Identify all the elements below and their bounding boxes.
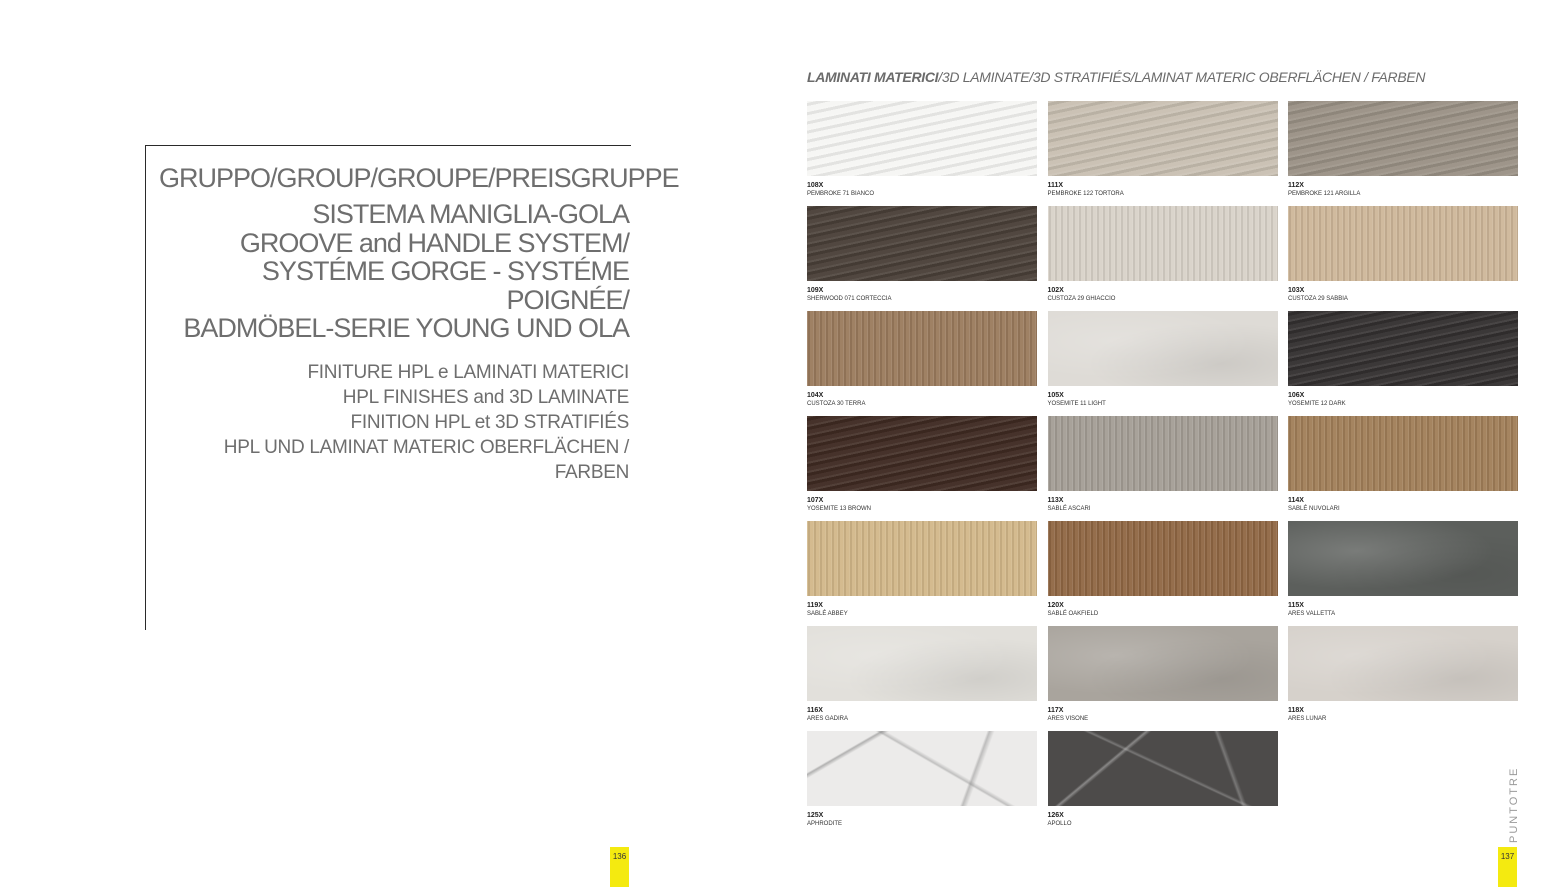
swatch-chip: [1048, 731, 1278, 806]
swatch-item: [1048, 101, 1278, 206]
swatch-item: [1048, 521, 1278, 626]
group-title: GRUPPO/GROUP/GROUPE/PREISGRUPPE: [159, 163, 679, 193]
page-number-left: 136: [610, 847, 629, 887]
swatch-item: [1288, 311, 1518, 416]
swatch-item: [1288, 101, 1518, 206]
swatch-item: [1288, 521, 1518, 626]
swatch-code: 113X: [1047, 497, 1064, 504]
swatch-name: YOSEMITE 11 LIGHT: [1047, 401, 1106, 407]
swatch-name: APOLLO: [1047, 821, 1072, 827]
swatch-chip: [1288, 521, 1518, 596]
swatch-code: 102X: [1047, 287, 1064, 294]
swatch-chip: [1048, 416, 1278, 491]
swatch-item: [807, 311, 1037, 416]
swatch-name: SABLÉ OAKFIELD: [1047, 611, 1099, 617]
swatch-code: 111X: [1047, 182, 1064, 189]
swatch-chip: [1048, 521, 1278, 596]
swatch-item: [807, 416, 1037, 521]
swatch-chip: [1288, 101, 1518, 176]
swatch-name: ARES GADIRA: [807, 716, 849, 722]
swatch-chip: [1048, 311, 1278, 386]
swatch-item: [1288, 416, 1518, 521]
swatch-name: CUSTOZA 29 GHIACCIO: [1047, 296, 1116, 302]
section-heading-bold: LAMINATI MATERICI: [807, 69, 939, 85]
swatch-code: 105X: [1047, 392, 1064, 399]
swatch-name: PEMBROKE 121 ARGILLA: [1288, 191, 1361, 197]
swatch-name: SABLÉ ABBEY: [807, 611, 848, 617]
swatch-code: 115X: [1288, 602, 1304, 609]
swatch-item: [1048, 311, 1278, 416]
swatch-chip: [807, 731, 1037, 806]
section-heading: [807, 69, 1425, 85]
swatch-name: CUSTOZA 29 SABBIA: [1288, 296, 1348, 302]
system-title-line-2: GROOVE and HANDLE SYSTEM/: [239, 227, 629, 258]
swatch-code: 107X: [807, 497, 824, 504]
swatch-code: 106X: [1288, 392, 1305, 399]
swatch-code: 114X: [1288, 497, 1304, 504]
brand-name: PUNTOTRE: [1508, 766, 1520, 843]
swatch-chip: [807, 416, 1037, 491]
swatch-code: 117X: [1047, 707, 1064, 714]
swatch-code: 126X: [1047, 812, 1064, 819]
finish-line-2: HPL FINISHES and 3D LAMINATE: [342, 387, 629, 408]
system-title-line-4: BADMÖBEL-SERIE YOUNG UND OLA: [183, 313, 629, 343]
swatch-chip: [1288, 311, 1518, 386]
finish-line-4: HPL UND LAMINAT MATERIC OBERFLÄCHEN / FARBEN: [223, 437, 629, 483]
section-heading-rest: /3D LAMINATE/3D STRATIFIÉS/LAMINAT MATERIC OBERFLÄCHEN / FARBEN: [938, 69, 1426, 85]
swatch-item: [807, 731, 1037, 836]
swatch-name: ARES VALLETTA: [1288, 611, 1336, 617]
swatch-item: [1288, 626, 1518, 731]
swatch-chip: [807, 521, 1037, 596]
swatch-name: YOSEMITE 12 DARK: [1288, 401, 1346, 407]
swatch-chip: [1288, 206, 1518, 281]
page-number-right: 137: [1498, 847, 1517, 887]
swatch-code: 108X: [807, 182, 824, 189]
swatch-chip: [1048, 626, 1278, 701]
swatch-code: 103X: [1288, 287, 1305, 294]
swatch-chip: [1048, 206, 1278, 281]
swatch-name: ARES VISONE: [1047, 716, 1089, 722]
swatch-name: APHRODITE: [807, 821, 843, 827]
finish-line-1: FINITURE HPL e LAMINATI MATERICI: [307, 362, 629, 383]
swatch-code: 125X: [807, 812, 824, 819]
swatch-code: 116X: [807, 707, 823, 714]
system-title-line-3: SYSTÉME GORGE - SYSTÉME POIGNÉE/: [261, 256, 629, 315]
swatch-item: [1288, 206, 1518, 311]
swatch-code: 112X: [1288, 182, 1304, 189]
swatch-chip: [807, 101, 1037, 176]
swatch-item: [807, 626, 1037, 731]
left-page-titles: [159, 162, 679, 343]
swatch-item: [1048, 206, 1278, 311]
system-title-line-1: SISTEMA MANIGLIA-GOLA: [312, 199, 629, 229]
finish-line-3: FINITION HPL et 3D STRATIFIÉS: [350, 412, 629, 433]
swatch-item: [1048, 626, 1278, 731]
swatch-chip: [1288, 626, 1518, 701]
swatch-chip: [1288, 416, 1518, 491]
swatch-name: SABLÉ NUVOLARI: [1288, 506, 1340, 512]
swatch-item: [1048, 731, 1278, 836]
swatch-code: 120X: [1047, 602, 1064, 609]
swatch-name: SABLÉ ASCARI: [1047, 506, 1091, 512]
swatch-name: CUSTOZA 30 TERRA: [807, 401, 866, 407]
swatch-chip: [807, 206, 1037, 281]
finishes-list: [149, 360, 629, 485]
swatch-name: SHERWOOD 071 CORTECCIA: [807, 296, 892, 302]
swatch-name: ARES LUNAR: [1288, 716, 1327, 722]
swatch-name: PEMBROKE 71 BIANCO: [807, 191, 875, 197]
swatch-chip: [1048, 101, 1278, 176]
swatch-item: [1048, 416, 1278, 521]
swatch-item: [807, 521, 1037, 626]
swatch-code: 119X: [807, 602, 823, 609]
swatch-grid: [807, 101, 1518, 836]
swatch-name: PEMBROKE 122 TORTORA: [1047, 191, 1124, 197]
swatch-code: 104X: [807, 392, 824, 399]
swatch-name: YOSEMITE 13 BROWN: [807, 506, 872, 512]
swatch-code: 118X: [1288, 707, 1304, 714]
swatch-item: [807, 206, 1037, 311]
swatch-item: [807, 101, 1037, 206]
swatch-code: 109X: [807, 287, 824, 294]
swatch-chip: [807, 311, 1037, 386]
swatch-chip: [807, 626, 1037, 701]
